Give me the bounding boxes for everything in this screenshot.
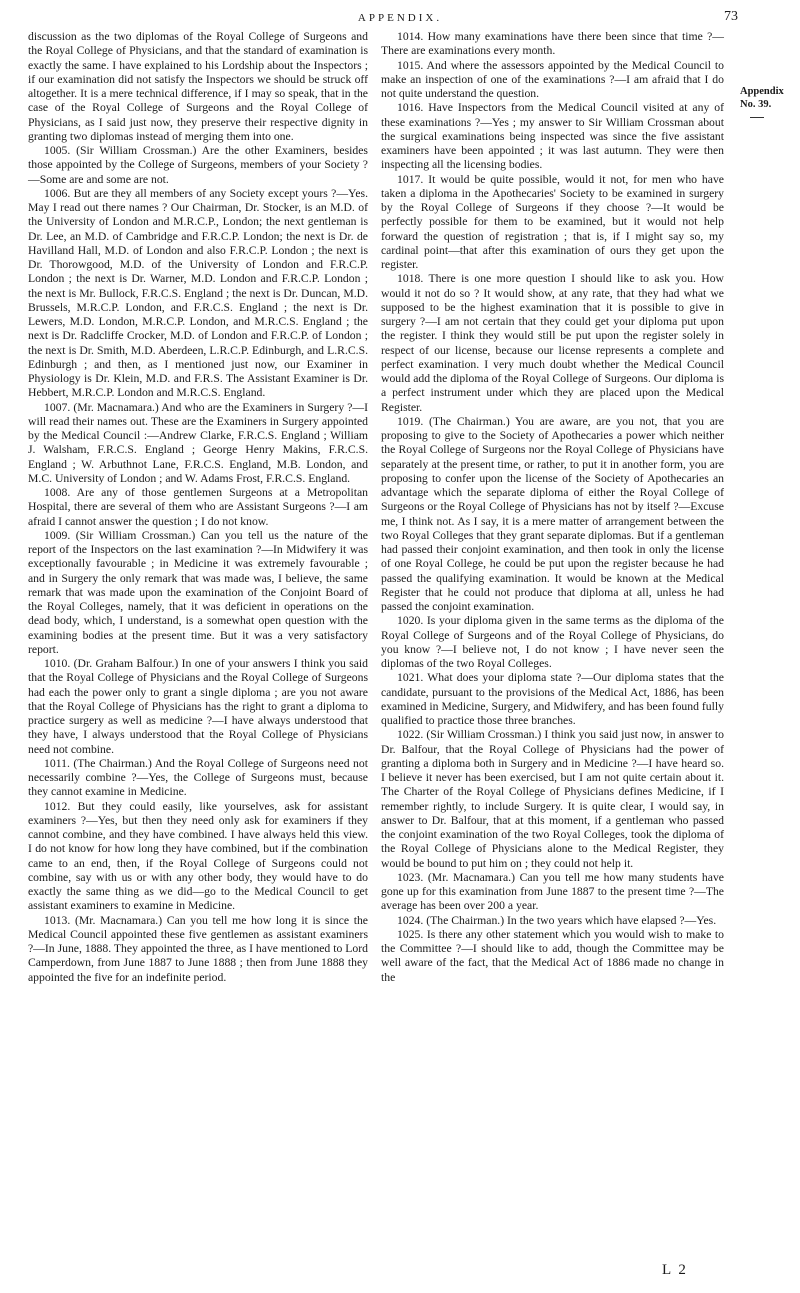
page-number: 73	[724, 9, 738, 24]
left-column	[28, 30, 368, 985]
paragraph: 1013. (Mr. Macnamara.) Can you tell me how long it is since the Medical Council appointed these five gentlemen as assistant examiners ?—In June, 1888. They appointed the three, as I have mentioned to Lord Camperdown, from June 1887 to June 1888 ; then from June 1888 they appointed the five for an indefinite period.	[28, 913, 368, 984]
paragraph: 1011. (The Chairman.) And the Royal College of Surgeons need not necessarily combine ?—Yes, the College of Surgeons must, because they cannot examine in Medicine.	[28, 756, 368, 799]
paragraph: 1016. Have Inspectors from the Medical Council visited at any of these examinations ?—Yes ; my answer to Sir William Crossman about the surgical examinations being inspected was since the five assistant examiners have been appointed ; it was last autumn. They were then inspecting all the licensing bodies.	[381, 101, 724, 172]
signature-mark: L 2	[662, 1262, 688, 1278]
paragraph: 1012. But they could easily, like yourselves, ask for assistant examiners ?—Yes, but then they need only ask for examiners if they cannot combine, and they have combined. I have always held this view. I do not know for how long they have combined, but if the combination came to an end, then, if the Royal College of Surgeons could not combine, say with us or with any other body, they would have to do exactly the same thing as we did—go to the Medical Council to get assistant examiners to examine in Medicine.	[28, 799, 368, 913]
paragraph: 1008. Are any of those gentlemen Surgeons at a Metropolitan Hospital, there are several of them who are Assistant Surgeons ?—I am afraid I cannot answer the question ; I do not know.	[28, 486, 368, 528]
paragraph: 1019. (The Chairman.) You are aware, are you not, that you are proposing to give to the Society of Apothecaries a power which neither the Royal College of Surgeons nor the Royal College of Physicians have separately at the present time, or rather, to put it in another form, you are proposing to confer upon the license of the Society of Apothecaries an advantage which the separate diploma of either the Royal College of Surgeons or the Royal College of Physicians has not by itself ?—Excuse me, I think not. As I say, it is a mere matter of arrangement between the two Royal Colleges that they grant separate diplomas. But if a gentleman had passed their conjoint examination, and then took in only the license of one Royal College, he could be put upon the register because he had passed the qualifying examination. It would be known at the Medical Register that he could not produce that diploma at all, unless he had passed the conjoint examination.	[381, 414, 724, 613]
paragraph: 1017. It would be quite possible, would it not, for men who have taken a diploma in the Apothecaries' Society to be examined in surgery by the Royal College of Surgeons if they choose ?—It would be perfectly possible for them to be examined, but it would not help forward the question of registration ; that is, if I might say so, my cardinal point—that after this examination of ours they get upon the register.	[381, 172, 724, 271]
margin-note-label: Appendix	[740, 86, 784, 97]
paragraph: 1006. But are they all members of any Society except yours ?—Yes. May I read out there names ? Our Chairman, Dr. Stocker, is an M.D. of the University of London and M.R.C.P., London; the next gentleman is Dr. Lee, an M.D. of Cambridge and F.R.C.P. London; the next is Dr. de Havilland Hall, M.D. of London and also F.R.C.P. London ; the next is Dr. Thorowgood, M.D. of the University of London and F.R.C.P. London ; the next is Dr. Warner, M.D. London and F.R.C.P. London ; the next is Mr. Bullock, F.R.C.S. England ; the next is Dr. Duncan, M.D. Brussels, M.R.C.P. London, and F.R.C.S. England ; the next is Dr. Lewers, M.D. London, M.R.C.P. London, and M.R.C.S. England ; the next is Dr. Radcliffe Crocker, M.D. of London and F.R.C.P. of London ; the next is Dr. Smith, M.D. Aberdeen, L.R.C.P. Edinburgh, and L.R.C.S. Edinburgh ; and then, as I mentioned just now, our Examiner in Physiology is Dr. Klein, M.D. and F.R.S. The Assistant Examiner is Dr. Hebbert, M.R.C.P. London and M.R.C.S. England.	[28, 186, 368, 400]
margin-note	[740, 85, 796, 118]
paragraph: discussion as the two diplomas of the Royal College of Surgeons and the Royal College of Physicians, and that the standard of examination is exactly the same. I have explained to his Lordship about the Inspectors ; if our examination did not satisfy the Inspectors we should be struck off altogether. It is a mere technical difference, if I may so speak, that in the case of the Royal College of Surgeons and the Royal College of Physicians, as I said just now, they preserve their respective dignity in granting two diplomas instead of merging them into one.	[28, 30, 368, 143]
right-column	[381, 30, 724, 985]
paragraph: 1009. (Sir William Crossman.) Can you tell us the nature of the report of the Inspectors on the last examination ?—In Midwifery it was exceptionally favourable ; in Medicine it was extremely favourable ; and in Surgery the only remark that was made was, I believe, the same remark that was made upon the examination of the Conjoint Board of the Royal Colleges, namely, that it was deficient in operations on the dead body, which, I understand, is a somewhat open question with the examining bodies at the present time. But it was a very satisfactory report.	[28, 528, 368, 656]
paragraph: 1023. (Mr. Macnamara.) Can you tell me how many students have gone up for this examination from June 1887 to the present time ?—The average has been over 200 a year.	[381, 870, 724, 913]
paragraph: 1020. Is your diploma given in the same terms as the diploma of the Royal College of Surgeons and of the Royal College of Physicians, do you know ?—I believe not, I do not know ; I have never seen the diplomas of the two Royal Colleges.	[381, 614, 724, 670]
paragraph: 1024. (The Chairman.) In the two years which have elapsed ?—Yes.	[397, 913, 717, 927]
paragraph: 1015. And where the assessors appointed by the Medical Council to make an inspection of one of the examinations ?—I am afraid that I do not quite understand the question.	[381, 58, 724, 100]
paragraph: 1018. There is one more question I should like to ask you. How would it not do so ? It would show, at any rate, that they had what we supposed to be the highest examination that it is possible to give in surgery ?—I am not certain that they could get your diploma put upon the register. I think they would still be put upon the register solely in respect of our license, because our license represents a complete and perfect examination. I very much doubt whether the Medical Council would add the diploma of the Royal College of Surgeons. Our diploma is a perfect instrument under which they are placed upon the Medical Register.	[381, 272, 724, 414]
paragraph: 1022. (Sir William Crossman.) I think you said just now, in answer to Dr. Balfour, that the Royal College of Physicians had the power of granting a diploma both in Surgery and in Medicine ?—I have heard so. I believe it never has been exercised, but I am not quite certain about it. The Charter of the Royal College of Physicians defines Medicine, if I remember rightly, to include Surgery. It is quite clear, I would say, in answer to Dr. Balfour, that at this moment, if a gentleman who passed the conjoint examination of the two Royal Colleges, took the diploma of the Royal College of Physicians alone to the Medical Register, they would be bound to put him on ; they could not help it.	[381, 728, 724, 870]
running-head	[0, 6, 800, 26]
margin-note-rule	[750, 117, 764, 118]
paragraph: 1005. (Sir William Crossman.) Are the other Examiners, besides those appointed by the College of Surgeons, members of your Society ?—Some are and some are not.	[28, 144, 368, 186]
paragraph: 1014. How many examinations have there been since that time ?—There are examinations every month.	[381, 30, 724, 58]
margin-note-number: No. 39.	[740, 99, 772, 110]
running-title: APPENDIX.	[357, 12, 443, 24]
paragraph: 1007. (Mr. Macnamara.) And who are the Examiners in Surgery ?—I will read their names out. These are the Examiners in Surgery appointed by the Medical Council :—Andrew Clarke, F.R.C.S. England ; William J. Walsham, F.R.C.S. England ; George Henry Makins, F.R.C.S. England ; W. Arbuthnot Lane, F.R.C.S. England, M.B. London, and M.C. University of London ; and W. Adams Frost, F.R.C.S. England.	[28, 400, 368, 485]
paragraph: 1025. Is there any other statement which you would wish to make to the Committee ?—I should like to add, though the Committee may be well aware of the fact, that the Medical Act of 1886 made no change in the	[381, 927, 724, 984]
paragraph: 1021. What does your diploma state ?—Our diploma states that the candidate, pursuant to the provisions of the Medical Act, 1886, has been examined in Medicine, Surgery, and Midwifery, and has been found fully qualified to practice those three branches.	[381, 671, 724, 727]
paragraph: 1010. (Dr. Graham Balfour.) In one of your answers I think you said that the Royal College of Physicians and the Royal College of Surgeons had each the power only to grant a single diploma ; are you not aware that the Royal College of Physicians has the right to grant a diploma to practice surgery as well as medicine ?—I have always understood that they have, I always understood that the Royal College of Physicians need not combine.	[28, 657, 368, 756]
